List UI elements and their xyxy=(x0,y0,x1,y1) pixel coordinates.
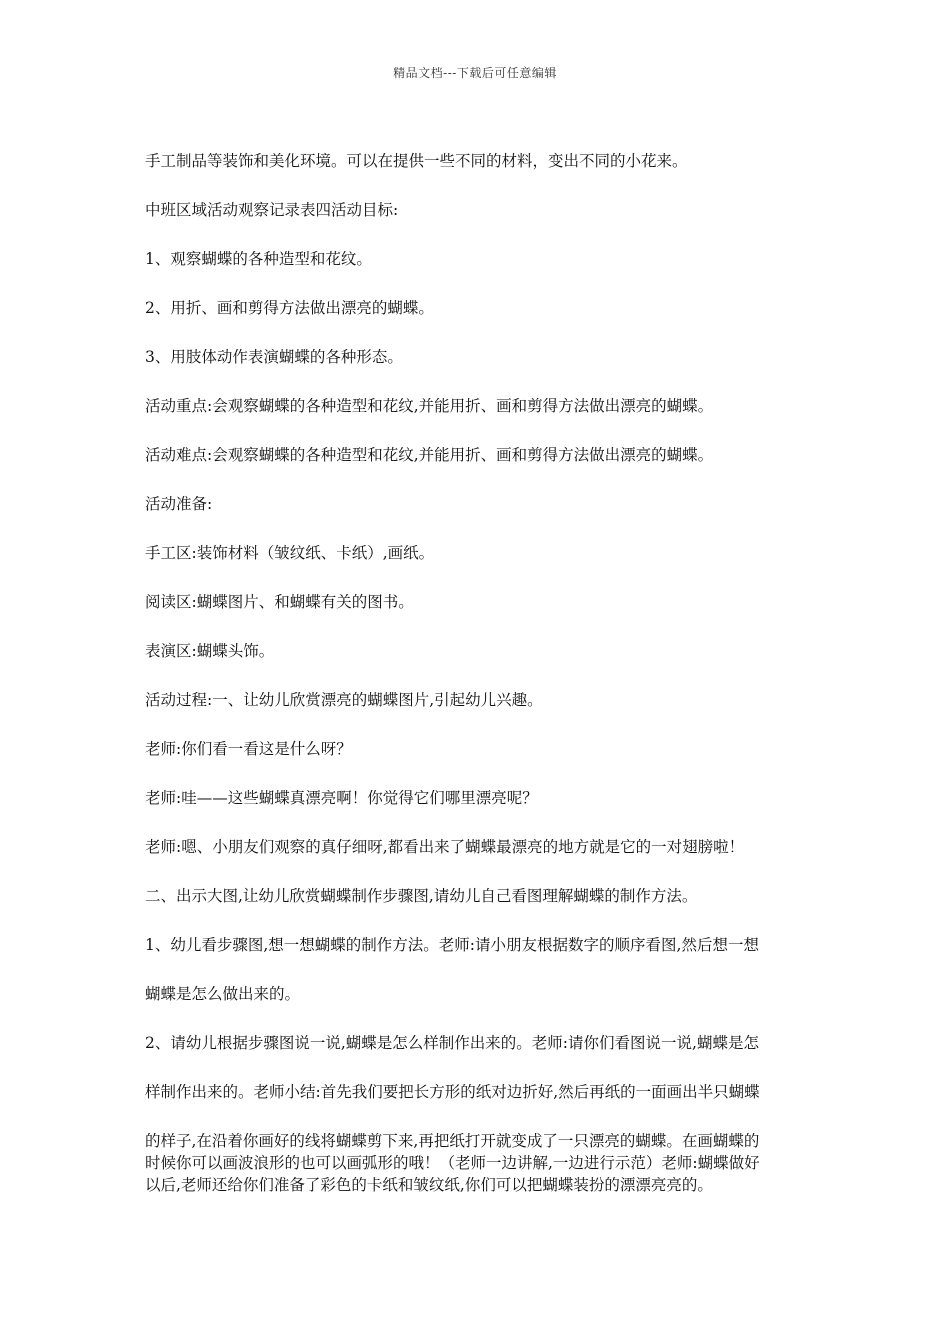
list-item: 1、观察蝴蝶的各种造型和花纹。 xyxy=(145,250,372,268)
paragraph: 手工区:装饰材料（皱纹纸、卡纸）,画纸。 xyxy=(145,544,435,562)
paragraph-line: 1、幼儿看步骤图,想一想蝴蝶的制作方法。老师:请小朋友根据数字的顺序看图,然后想一想 xyxy=(145,936,759,954)
paragraph-line: 以后,老师还给你们准备了彩色的卡纸和皱纹纸,你们可以把蝴蝶装扮的漂漂亮亮的。 xyxy=(145,1176,713,1194)
paragraph: 表演区:蝴蝶头饰。 xyxy=(145,642,275,660)
document-body xyxy=(145,150,810,1196)
paragraph-line: 样制作出来的。老师小结:首先我们要把长方形的纸对边折好,然后再纸的一面画出半只蝴蝶 xyxy=(145,1083,760,1101)
paragraph: 活动重点:会观察蝴蝶的各种造型和花纹,并能用折、画和剪得方法做出漂亮的蝴蝶。 xyxy=(145,397,714,415)
section-heading: 活动准备: xyxy=(145,495,213,513)
list-item: 2、用折、画和剪得方法做出漂亮的蝴蝶。 xyxy=(145,299,434,317)
paragraph-line: 2、请幼儿根据步骤图说一说,蝴蝶是怎么样制作出来的。老师:请你们看图说一说,蝴蝶是怎 xyxy=(145,1034,759,1052)
paragraph-line: 蝴蝶是怎么做出来的。 xyxy=(145,985,301,1003)
paragraph: 活动难点:会观察蝴蝶的各种造型和花纹,并能用折、画和剪得方法做出漂亮的蝴蝶。 xyxy=(145,446,714,464)
paragraph: 二、出示大图,让幼儿欣赏蝴蝶制作步骤图,请幼儿自己看图理解蝴蝶的制作方法。 xyxy=(145,887,698,905)
list-item: 3、用肢体动作表演蝴蝶的各种形态。 xyxy=(145,348,403,366)
paragraph: 手工制品等装饰和美化环境。可以在提供一些不同的材料，变出不同的小花来。 xyxy=(145,152,688,170)
section-heading: 中班区域活动观察记录表四活动目标: xyxy=(145,201,399,219)
paragraph: 活动过程:一、让幼儿欣赏漂亮的蝴蝶图片,引起幼儿兴趣。 xyxy=(145,691,543,709)
paragraph-line: 时候你可以画波浪形的也可以画弧形的哦！（老师一边讲解,一边进行示范）老师:蝴蝶做好 xyxy=(145,1154,760,1172)
paragraph: 老师:哇——这些蝴蝶真漂亮啊！你觉得它们哪里漂亮呢？ xyxy=(145,789,538,807)
paragraph: 老师:嗯、小朋友们观察的真仔细呀,都看出来了蝴蝶最漂亮的地方就是它的一对翅膀啦！ xyxy=(145,838,745,856)
paragraph-line: 的样子,在沿着你画好的线将蝴蝶剪下来,再把纸打开就变成了一只漂亮的蝴蝶。在画蝴蝶的 xyxy=(145,1132,760,1150)
page-header: 精品文档---下载后可任意编辑 xyxy=(393,66,557,80)
paragraph: 阅读区:蝴蝶图片、和蝴蝶有关的图书。 xyxy=(145,593,414,611)
paragraph: 老师:你们看一看这是什么呀？ xyxy=(145,740,352,758)
